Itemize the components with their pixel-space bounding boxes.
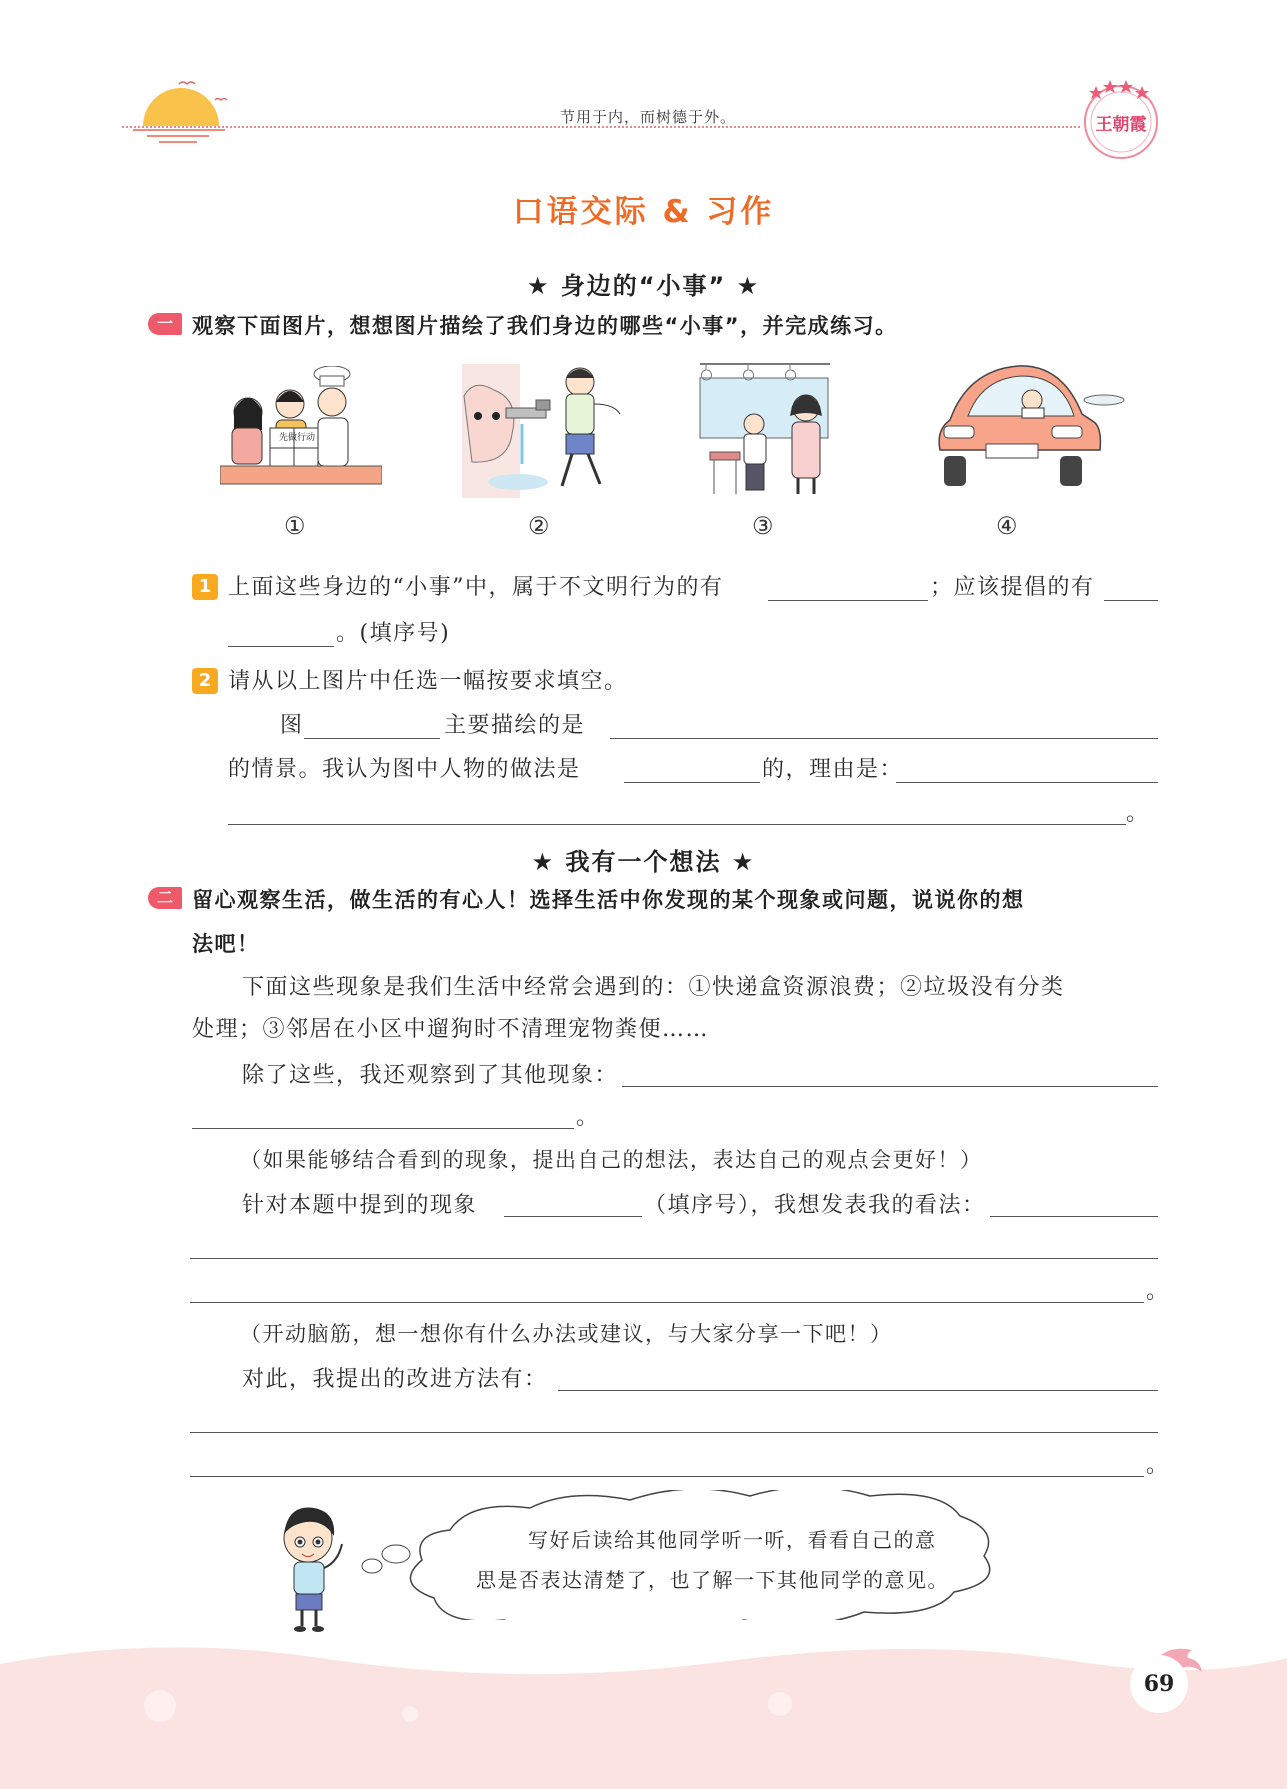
other-phenomena-label: 除了这些，我还观察到了其他现象： <box>242 1063 619 1088</box>
section1-subtitle: ★ 身边的“小事” ★ <box>526 272 761 300</box>
hint-1: （如果能够结合看到的现象，提出自己的想法，表达自己的观点会更好！） <box>240 1148 983 1172</box>
brand-logo-text: 王朝霞 <box>1095 115 1147 135</box>
phenomena-paragraph-line2: 处理；③邻居在小区中遛狗时不清理宠物粪便…… <box>192 1017 710 1042</box>
method-blank-2[interactable] <box>190 1432 1158 1433</box>
picture-1-label: ① <box>284 512 306 540</box>
bubble-text-line1: 写好后读给其他同学听一听，看看自己的意 <box>528 1528 937 1552</box>
q2-judgement-blank[interactable] <box>624 782 760 783</box>
section1-instruction: 观察下面图片，想想图片描绘了我们身边的哪些“小事”，并完成练习。 <box>192 314 898 338</box>
opinion-blank-3[interactable] <box>190 1302 1144 1303</box>
bubble-text-line2: 思是否表达清楚了，也了解一下其他同学的意见。 <box>476 1568 949 1592</box>
question-2-number: 2 <box>192 668 218 694</box>
question-1-text-c: 。(填序号) <box>336 621 451 646</box>
sunset-decoration <box>125 74 245 150</box>
picture-4-label: ④ <box>996 512 1018 540</box>
method-blank-1[interactable] <box>558 1390 1158 1391</box>
opinion-end-mark: 。 <box>1146 1279 1170 1304</box>
opinion-label-b: （填序号），我想发表我的看法： <box>644 1193 986 1218</box>
other-phenomena-blank-1[interactable] <box>622 1086 1158 1087</box>
question-2-line2-b: 的，理由是： <box>762 757 904 782</box>
section2-instruction-line2: 法吧！ <box>192 932 260 956</box>
picture-2-label: ② <box>528 512 550 540</box>
other-phenomena-end-mark: 。 <box>576 1105 600 1130</box>
brand-logo <box>1078 76 1164 162</box>
q2-reason-blank-2[interactable] <box>228 824 1126 825</box>
other-phenomena-blank-2[interactable] <box>192 1128 574 1129</box>
section1-tag: 一 <box>148 313 182 335</box>
picture-3-label: ③ <box>752 512 774 540</box>
q1-uncivil-blank[interactable] <box>768 600 928 601</box>
picture-2-running-faucet <box>462 364 622 498</box>
picture-1-family-cooking <box>220 366 382 486</box>
question-2-line2-a: 的情景。我认为图中人物的做法是 <box>228 757 581 782</box>
hint-2: （开动脑筋，想一想你有什么办法或建议，与大家分享一下吧！） <box>240 1322 893 1346</box>
method-blank-3[interactable] <box>190 1476 1144 1477</box>
q2-picture-number-blank[interactable] <box>304 738 440 739</box>
opinion-blank-2[interactable] <box>190 1258 1158 1259</box>
q1-promote-blank-1[interactable] <box>1104 600 1158 601</box>
page-title: 口语交际 & 习作 <box>512 194 775 230</box>
question-1-text-a: 上面这些身边的“小事”中，属于不文明行为的有 <box>228 575 724 600</box>
q2-reason-blank-1[interactable] <box>896 782 1158 783</box>
footer-wave-background <box>0 1640 1287 1789</box>
page-number: 69 <box>1130 1655 1188 1713</box>
q1-promote-blank-2[interactable] <box>228 646 334 647</box>
question-2-line1-a: 图 <box>280 713 304 738</box>
opinion-label-a: 针对本题中提到的现象 <box>242 1193 478 1218</box>
opinion-blank-1[interactable] <box>990 1216 1158 1217</box>
picture-4-car-littering <box>924 360 1132 494</box>
q2-description-blank[interactable] <box>610 738 1158 739</box>
speech-bubble <box>360 1490 1080 1620</box>
question-1-text-b: ；应该提倡的有 <box>930 575 1095 600</box>
question-1-number: 1 <box>192 574 218 600</box>
question-2-end-mark: 。 <box>1126 801 1150 826</box>
picture-1-sign: 先做行动 <box>278 433 315 443</box>
question-2-prompt: 请从以上图片中任选一幅按要求填空。 <box>228 669 628 694</box>
section2-tag: 二 <box>148 887 182 909</box>
picture-3-bus-seat <box>698 360 832 496</box>
phenomena-paragraph-line1: 下面这些现象是我们生活中经常会遇到的：①快递盒资源浪费；②垃圾没有分类 <box>242 975 1065 1000</box>
method-label: 对此，我提出的改进方法有： <box>242 1367 548 1392</box>
question-2-line1-b: 主要描绘的是 <box>444 713 586 738</box>
header-motto: 节用于内，而树德于外。 <box>560 108 737 126</box>
method-end-mark: 。 <box>1146 1453 1170 1478</box>
boy-illustration <box>272 1504 352 1634</box>
section2-subtitle: ★ 我有一个想法 ★ <box>531 848 756 876</box>
opinion-number-blank[interactable] <box>504 1216 642 1217</box>
section2-instruction-line1: 留心观察生活，做生活的有心人！选择生活中你发现的某个现象或问题，说说你的想 <box>192 888 1025 912</box>
